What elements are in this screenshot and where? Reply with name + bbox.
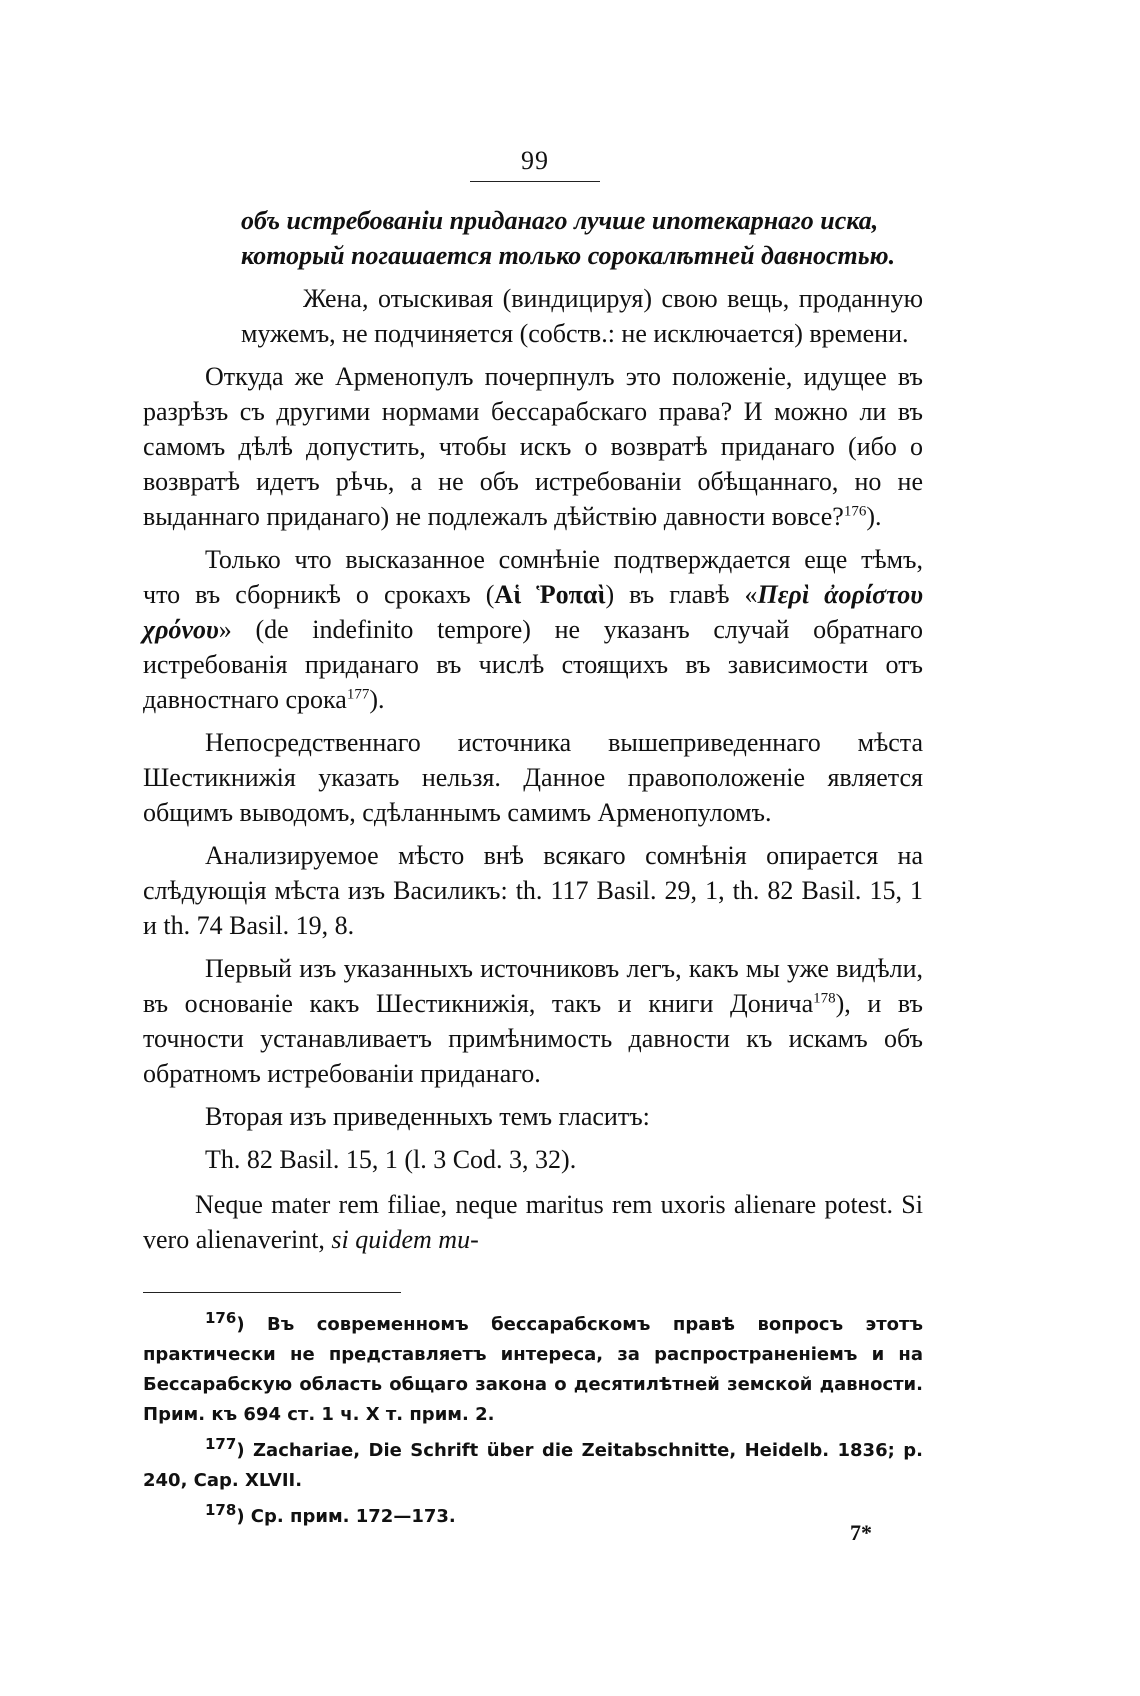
wife-paragraph [241,281,923,351]
greek-title-chronou: Περὶ ἀορίστου χρόνου [143,580,924,644]
latin-text: Neque mater rem filiae, neque maritus rem uxoris alienare potest. Si vero alienaverint, [143,1190,923,1254]
latin-italic-text: si quidem mu- [331,1225,479,1254]
footnote-ref-177[interactable]: 177 [346,686,370,703]
paragraph-first-source [143,951,923,1091]
signature-mark: 7* [850,1520,872,1545]
footnote-177 [143,1436,923,1496]
footnotes [143,1310,923,1538]
paragraph-text: Только что высказанное сомнѣніе подтверждается еще тѣмъ, что въ сборникѣ о срокахъ ( [143,545,923,609]
paragraph-basilica-places: Анализируемое мѣсто внѣ всякаго сомнѣнія опирается на слѣдующія мѣста изъ Василикъ: th. 117 Basil. 29, 1, th. 82 Basil. 15, 1 и th. 74 Basil. 19, 8. [143,841,923,940]
header-rule [470,181,600,182]
paragraph-text: ), и въ точности устанавливаетъ примѣнимость давности къ искамъ объ обратномъ истребованіи приданаго. [143,989,923,1088]
paragraph-text: ) въ главѣ « [605,580,758,609]
body-text [143,203,923,1257]
footnote-text: ) Zachariae, Die Schrift über die Zeitabschnitte, Heidelb. 1836; p. 240, Cap. XLVII. [143,1440,923,1491]
footnote-mark: 177 [205,1435,237,1453]
paragraph-direct-source: Непосредственнаго источника вышеприведеннаго мѣста Шестикнижія указать нельзя. Данное правоположеніе является общимъ выводомъ, сдѣланнымъ самимъ Арменопуломъ. [143,728,923,827]
footnote-mark: 178 [205,1501,237,1519]
footnote-178 [143,1502,923,1532]
footnote-ref-176[interactable]: 176 [843,503,867,520]
paragraph-text: » (de indefinito tempore) не указанъ случай обратнаго истребованія приданаго въ числѣ стоящихъ въ зависимости отъ давностнаго срока [143,615,923,714]
latin-quotation [143,1187,923,1257]
footnote-176 [143,1310,923,1430]
citation-line: Th. 82 Basil. 15, 1 (l. 3 Cod. 3, 32). [205,1145,577,1174]
footnote-text: ) Въ современномъ бессарабскомъ правѣ вопросъ этотъ практически не представляетъ интереса, за распространеніемъ и на Бессарабскую область общаго закона о десятилѣтней земской давности. Прим. къ 694 ст. 1 ч. X т. прим. 2. [143,1314,923,1425]
greek-title-ropai: Αἱ Ῥοπαὶ [494,580,606,609]
italic-heading-line-1: объ истребованіи приданаго лучше ипотекарнаго иска, [241,206,879,235]
footnote-mark: 176 [205,1309,237,1327]
footnote-rule [143,1292,401,1293]
footnote-ref-178[interactable]: 178 [813,990,836,1007]
paragraph-tail: ). [866,502,882,531]
footnote-text: ) Ср. прим. 172—173. [236,1506,456,1527]
paragraph-text: Откуда же Арменопулъ почерпнулъ это положеніе, идущее въ разрѣзъ съ другими нормами бессарабскаго права? И можно ли въ самомъ дѣлѣ допустить, чтобы искъ о возвратѣ приданаго (ибо о возвратѣ идетъ рѣчь, а не объ истребованіи обѣщаннаго, но не выданнаго приданаго) не подлежалъ дѣйствію давности вовсе? [143,362,923,531]
wife-paragraph-text: Жена, отыскивая (виндицируя) свою вещь, проданную мужемъ, не подчиняется (собств.: не исключается) времени. [241,284,923,348]
paragraph-text: Первый изъ указанныхъ источниковъ легъ, какъ мы уже видѣли, въ основаніе какъ Шестикнижія, такъ и книги Донича [143,954,923,1018]
paragraph-tail: ). [369,685,385,714]
paragraph-armenopulos-source [143,359,923,534]
italic-heading-line-2: который погашается только сорокалѣтней давностью. [241,241,896,270]
paragraph-doubt-confirmed [143,542,923,717]
page-number: 99 [521,146,549,175]
paragraph-second-theme: Вторая изъ приведенныхъ темъ гласитъ: [205,1102,650,1131]
